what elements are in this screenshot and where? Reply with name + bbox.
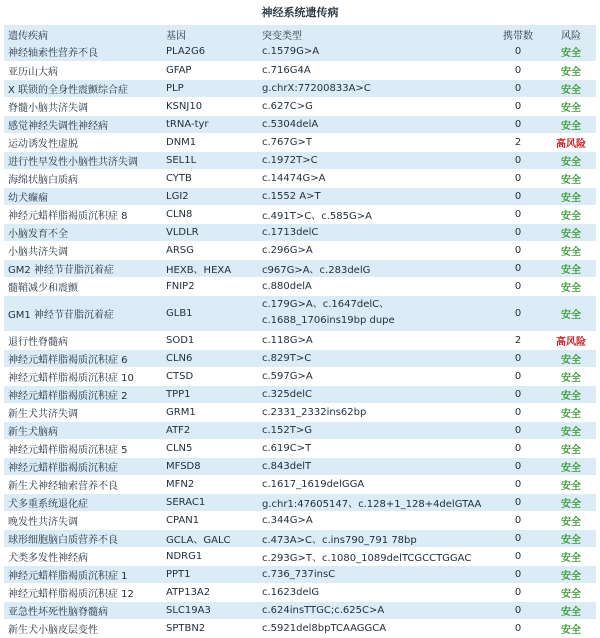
mutation-cell: c.1972T>C xyxy=(262,154,318,166)
carrier-count-cell: 0 xyxy=(514,442,522,454)
mutation-cell: c.1617_1619delGGA xyxy=(262,478,365,490)
table-row xyxy=(4,547,596,565)
carrier-count-cell: 0 xyxy=(514,532,522,544)
risk-cell xyxy=(546,43,596,61)
risk-cell xyxy=(546,475,596,493)
mutation-cell: c.5304delA xyxy=(262,118,319,130)
disease-cell: GM1 神经节苷脂沉着症 xyxy=(8,309,114,321)
risk-cell xyxy=(546,565,596,583)
gene-cell: VLDLR xyxy=(166,226,199,238)
risk-cell xyxy=(546,493,596,511)
mutation-cell: c.619C>T xyxy=(262,442,312,454)
disease-cell: 神经元蜡样脂褐质沉积症 10 xyxy=(8,372,134,384)
gene-cell: SLC19A3 xyxy=(166,604,211,616)
mutation-cell: c.880delA xyxy=(262,280,312,292)
mutation-cell: c.293G>T、c.1080_1089delTCGCCTGGAC xyxy=(262,552,472,564)
mutation-cell: g.chrX:77200833A>C xyxy=(262,82,371,94)
risk-badge: 安全 xyxy=(561,390,581,402)
risk-cell xyxy=(546,457,596,475)
disease-cell: 神经元蜡样脂褐质沉积症 xyxy=(8,462,118,474)
carrier-count-cell: 2 xyxy=(514,334,522,346)
risk-cell xyxy=(546,259,596,277)
risk-cell xyxy=(546,151,596,169)
risk-badge: 安全 xyxy=(561,624,581,636)
risk-badge: 安全 xyxy=(561,66,581,78)
risk-badge: 安全 xyxy=(561,48,581,60)
mutation-cell: c.152T>G xyxy=(262,424,312,436)
risk-badge: 高风险 xyxy=(556,138,586,150)
gene-cell: PLA2G6 xyxy=(166,46,206,58)
gene-cell: ATP13A2 xyxy=(166,586,211,598)
disease-cell: GM2 神经节苷脂沉着症 xyxy=(8,264,114,276)
risk-badge: 安全 xyxy=(561,588,581,600)
risk-badge: 安全 xyxy=(561,246,581,258)
carrier-count-cell: 0 xyxy=(514,370,522,382)
carrier-count-cell: 0 xyxy=(514,118,522,130)
carrier-count-cell: 0 xyxy=(514,496,522,508)
carrier-count-cell: 0 xyxy=(514,604,522,616)
risk-badge: 安全 xyxy=(561,462,581,474)
risk-cell xyxy=(546,439,596,457)
carrier-count-cell: 0 xyxy=(514,172,522,184)
carrier-count-cell: 0 xyxy=(514,100,522,112)
mutation-cell: g.chr1:47605147、c.128+1_128+4delGTAA xyxy=(262,498,482,510)
risk-cell xyxy=(546,547,596,565)
table-row xyxy=(4,493,596,511)
carrier-count-cell: 0 xyxy=(514,307,522,319)
mutation-cell: c.14474G>A xyxy=(262,172,326,184)
page-title: 神经系统遗传病 xyxy=(261,6,339,19)
risk-badge: 安全 xyxy=(561,444,581,456)
table-row xyxy=(4,115,596,133)
mutation-cell: c.829T>C xyxy=(262,352,312,364)
mutation-cell: c.716G4A xyxy=(262,64,311,76)
disease-cell: 髓鞘减少和震颤 xyxy=(8,282,78,294)
risk-badge: 安全 xyxy=(561,102,581,114)
risk-cell xyxy=(546,511,596,529)
risk-cell xyxy=(546,79,596,97)
table-row xyxy=(4,367,596,385)
carrier-count-cell: 0 xyxy=(514,82,522,94)
risk-badge: 安全 xyxy=(561,498,581,510)
gene-cell: HEXB、HEXA xyxy=(166,264,232,276)
gene-cell: CYTB xyxy=(166,172,192,184)
mutation-cell: c.736_737insC xyxy=(262,568,336,580)
carrier-count-cell: 0 xyxy=(514,46,522,58)
gene-cell: CLN5 xyxy=(166,442,193,454)
header-risk: 风险 xyxy=(561,30,581,42)
risk-badge: 安全 xyxy=(561,426,581,438)
risk-badge: 安全 xyxy=(561,534,581,546)
gene-cell: PLP xyxy=(166,82,184,94)
table-row xyxy=(4,619,596,637)
table-body xyxy=(4,43,596,637)
risk-cell xyxy=(546,97,596,115)
header-carrier-count: 携带数 xyxy=(503,30,533,42)
mutation-cell: c.627C>G xyxy=(262,100,313,112)
disease-cell: 神经轴索性营养不良 xyxy=(8,48,98,60)
carrier-count-cell: 0 xyxy=(514,352,522,364)
gene-cell: KSNJ10 xyxy=(166,100,203,112)
risk-cell xyxy=(546,169,596,187)
disease-cell: 进行性早发性小脑性共济失调 xyxy=(8,156,138,168)
carrier-count-cell: 0 xyxy=(514,262,522,274)
disease-cell: 亚历山大病 xyxy=(8,66,58,78)
disease-cell: 幼犬癫痫 xyxy=(8,192,48,204)
risk-badge: 安全 xyxy=(561,570,581,582)
disease-cell: 神经元蜡样脂褐质沉积症 12 xyxy=(8,588,134,600)
carrier-count-cell: 0 xyxy=(514,406,522,418)
table-row xyxy=(4,295,596,331)
header-gene: 基因 xyxy=(166,30,186,42)
risk-badge: 安全 xyxy=(561,264,581,276)
table-row xyxy=(4,601,596,619)
carrier-count-cell: 0 xyxy=(514,478,522,490)
table-row xyxy=(4,385,596,403)
risk-badge: 安全 xyxy=(561,372,581,384)
mutation-cell: c.491T>C、c.585G>A xyxy=(262,210,372,222)
mutation-cell: c.1623delG xyxy=(262,586,320,598)
gene-cell: ATF2 xyxy=(166,424,191,436)
disease-cell: 新生犬共济失调 xyxy=(8,408,78,420)
mutation-cell: c.179G>A、c.1647delC、c.1688_1706ins19bp dupe xyxy=(262,299,395,326)
risk-badge: 安全 xyxy=(561,408,581,420)
gene-cell: MFSD8 xyxy=(166,460,201,472)
disease-cell: 小脑共济失调 xyxy=(8,246,68,258)
risk-badge: 安全 xyxy=(561,192,581,204)
disease-cell: 退行性脊髓病 xyxy=(8,336,68,348)
gene-cell: LGI2 xyxy=(166,190,189,202)
gene-cell: CPAN1 xyxy=(166,514,200,526)
mutation-cell: c967G>A、c.283delG xyxy=(262,264,371,276)
disease-cell: 球形细胞脑白质营养不良 xyxy=(8,534,118,546)
mutation-cell: c.843delT xyxy=(262,460,312,472)
risk-cell xyxy=(546,295,596,331)
table-row xyxy=(4,61,596,79)
table-row xyxy=(4,43,596,61)
mutation-cell: c.344G>A xyxy=(262,514,313,526)
carrier-count-cell: 0 xyxy=(514,424,522,436)
carrier-count-cell: 0 xyxy=(514,154,522,166)
risk-badge: 安全 xyxy=(561,480,581,492)
gene-cell: SPTBN2 xyxy=(166,622,206,634)
risk-badge: 安全 xyxy=(561,516,581,528)
table-row xyxy=(4,205,596,223)
gene-cell: CLN8 xyxy=(166,208,193,220)
mutation-cell: c.296G>A xyxy=(262,244,313,256)
risk-badge: 安全 xyxy=(561,552,581,564)
carrier-count-cell: 0 xyxy=(514,568,522,580)
disease-cell: 晚发性共济失调 xyxy=(8,516,78,528)
gene-cell: tRNA-tyr xyxy=(166,118,209,130)
table-row xyxy=(4,259,596,277)
carrier-count-cell: 0 xyxy=(514,280,522,292)
risk-badge: 安全 xyxy=(561,84,581,96)
disease-cell: 小脑发育不全 xyxy=(8,228,68,240)
disease-cell: 脊髓小脑共济失调 xyxy=(8,102,88,114)
carrier-count-cell: 0 xyxy=(514,388,522,400)
table-header-row xyxy=(4,25,596,43)
risk-cell xyxy=(546,277,596,295)
disease-cell: 新生犬小脑皮层变性 xyxy=(8,624,98,636)
table-row xyxy=(4,187,596,205)
table-row xyxy=(4,97,596,115)
risk-cell xyxy=(546,385,596,403)
table-row xyxy=(4,583,596,601)
mutation-cell: c.1579G>A xyxy=(262,46,320,58)
mutation-cell: c.5921del8bpTCAAGGCA xyxy=(262,622,387,634)
table-row xyxy=(4,349,596,367)
risk-badge: 安全 xyxy=(561,354,581,366)
gene-cell: GRM1 xyxy=(166,406,196,418)
table-row xyxy=(4,511,596,529)
gene-cell: DNM1 xyxy=(166,136,197,148)
table-row xyxy=(4,421,596,439)
risk-cell xyxy=(546,133,596,151)
carrier-count-cell: 0 xyxy=(514,460,522,472)
risk-badge: 安全 xyxy=(561,309,581,321)
risk-cell xyxy=(546,619,596,637)
gene-cell: TPP1 xyxy=(166,388,191,400)
gene-cell: CTSD xyxy=(166,370,194,382)
disease-cell: 感觉神经失调性神经病 xyxy=(8,120,108,132)
risk-badge: 安全 xyxy=(561,174,581,186)
mutation-cell: c.1552 A>T xyxy=(262,190,321,202)
risk-badge: 安全 xyxy=(561,210,581,222)
disease-cell: 犬多重系统退化症 xyxy=(8,498,88,510)
risk-cell xyxy=(546,367,596,385)
risk-cell xyxy=(546,403,596,421)
gene-cell: SEL1L xyxy=(166,154,197,166)
disease-cell: 亚急性坏死性脑脊髓病 xyxy=(8,606,108,618)
disease-cell: 新生犬神经轴索营养不良 xyxy=(8,480,118,492)
disease-cell: 神经元蜡样脂褐质沉积症 2 xyxy=(8,390,128,402)
disease-cell: 神经元蜡样脂褐质沉积症 5 xyxy=(8,444,128,456)
risk-badge: 安全 xyxy=(561,606,581,618)
table-row xyxy=(4,79,596,97)
risk-badge: 安全 xyxy=(561,120,581,132)
carrier-count-cell: 0 xyxy=(514,208,522,220)
risk-cell xyxy=(546,421,596,439)
risk-cell xyxy=(546,241,596,259)
risk-cell xyxy=(546,187,596,205)
disease-cell: 海绵状脑白质病 xyxy=(8,174,78,186)
gene-cell: GCLA、GALC xyxy=(166,534,231,546)
carrier-count-cell: 0 xyxy=(514,514,522,526)
carrier-count-cell: 0 xyxy=(514,226,522,238)
table-row xyxy=(4,223,596,241)
mutation-cell: c.325delC xyxy=(262,388,313,400)
carrier-count-cell: 0 xyxy=(514,64,522,76)
mutation-cell: c.624insTTGC;c.625C>A xyxy=(262,604,385,616)
table-row xyxy=(4,475,596,493)
risk-cell xyxy=(546,205,596,223)
mutation-cell: c.473A>C、c.ins790_791 78bp xyxy=(262,534,417,546)
mutation-cell: c.597G>A xyxy=(262,370,313,382)
carrier-count-cell: 0 xyxy=(514,190,522,202)
carrier-count-cell: 2 xyxy=(514,136,522,148)
genetic-disease-table xyxy=(4,25,596,638)
gene-cell: PPT1 xyxy=(166,568,191,580)
carrier-count-cell: 0 xyxy=(514,550,522,562)
table-row xyxy=(4,241,596,259)
risk-cell xyxy=(546,331,596,349)
risk-cell xyxy=(546,583,596,601)
risk-cell xyxy=(546,529,596,547)
disease-cell: 神经元蜡样脂褐质沉积症 1 xyxy=(8,570,128,582)
mutation-cell: c.118G>A xyxy=(262,334,313,346)
gene-cell: CLN6 xyxy=(166,352,193,364)
carrier-count-cell: 0 xyxy=(514,586,522,598)
risk-badge: 安全 xyxy=(561,156,581,168)
disease-cell: 新生犬脑病 xyxy=(8,426,58,438)
gene-cell: GFAP xyxy=(166,64,192,76)
risk-cell xyxy=(546,115,596,133)
gene-cell: GLB1 xyxy=(166,307,193,319)
table-row xyxy=(4,403,596,421)
table-row xyxy=(4,277,596,295)
table-row xyxy=(4,439,596,457)
table-row xyxy=(4,169,596,187)
risk-badge: 安全 xyxy=(561,282,581,294)
disease-cell: 神经元蜡样脂褐质沉积症 6 xyxy=(8,354,128,366)
risk-badge: 安全 xyxy=(561,228,581,240)
risk-badge: 高风险 xyxy=(556,336,586,348)
disease-cell: X 联锁的全身性震颤综合症 xyxy=(8,84,129,96)
mutation-cell: c.1713delC xyxy=(262,226,319,238)
gene-cell: NDRG1 xyxy=(166,550,203,562)
gene-cell: SERAC1 xyxy=(166,496,206,508)
carrier-count-cell: 0 xyxy=(514,244,522,256)
table-row xyxy=(4,529,596,547)
table-row xyxy=(4,331,596,349)
carrier-count-cell: 0 xyxy=(514,622,522,634)
disease-cell: 神经元蜡样脂褐质沉积症 8 xyxy=(8,210,128,222)
gene-cell: ARSG xyxy=(166,244,194,256)
mutation-cell: c.2331_2332ins62bp xyxy=(262,406,367,418)
mutation-cell: c.767G>T xyxy=(262,136,312,148)
header-mutation: 突变类型 xyxy=(262,30,302,42)
risk-cell xyxy=(546,601,596,619)
table-row xyxy=(4,565,596,583)
gene-cell: FNIP2 xyxy=(166,280,195,292)
risk-cell xyxy=(546,61,596,79)
gene-cell: SOD1 xyxy=(166,334,195,346)
gene-cell: MFN2 xyxy=(166,478,195,490)
table-row xyxy=(4,133,596,151)
table-row xyxy=(4,457,596,475)
table-row xyxy=(4,151,596,169)
risk-cell xyxy=(546,223,596,241)
risk-cell xyxy=(546,349,596,367)
disease-cell: 运动诱发性虚脱 xyxy=(8,138,78,150)
disease-cell: 犬类多发性神经病 xyxy=(8,552,88,564)
header-disease: 遗传疾病 xyxy=(8,30,48,42)
